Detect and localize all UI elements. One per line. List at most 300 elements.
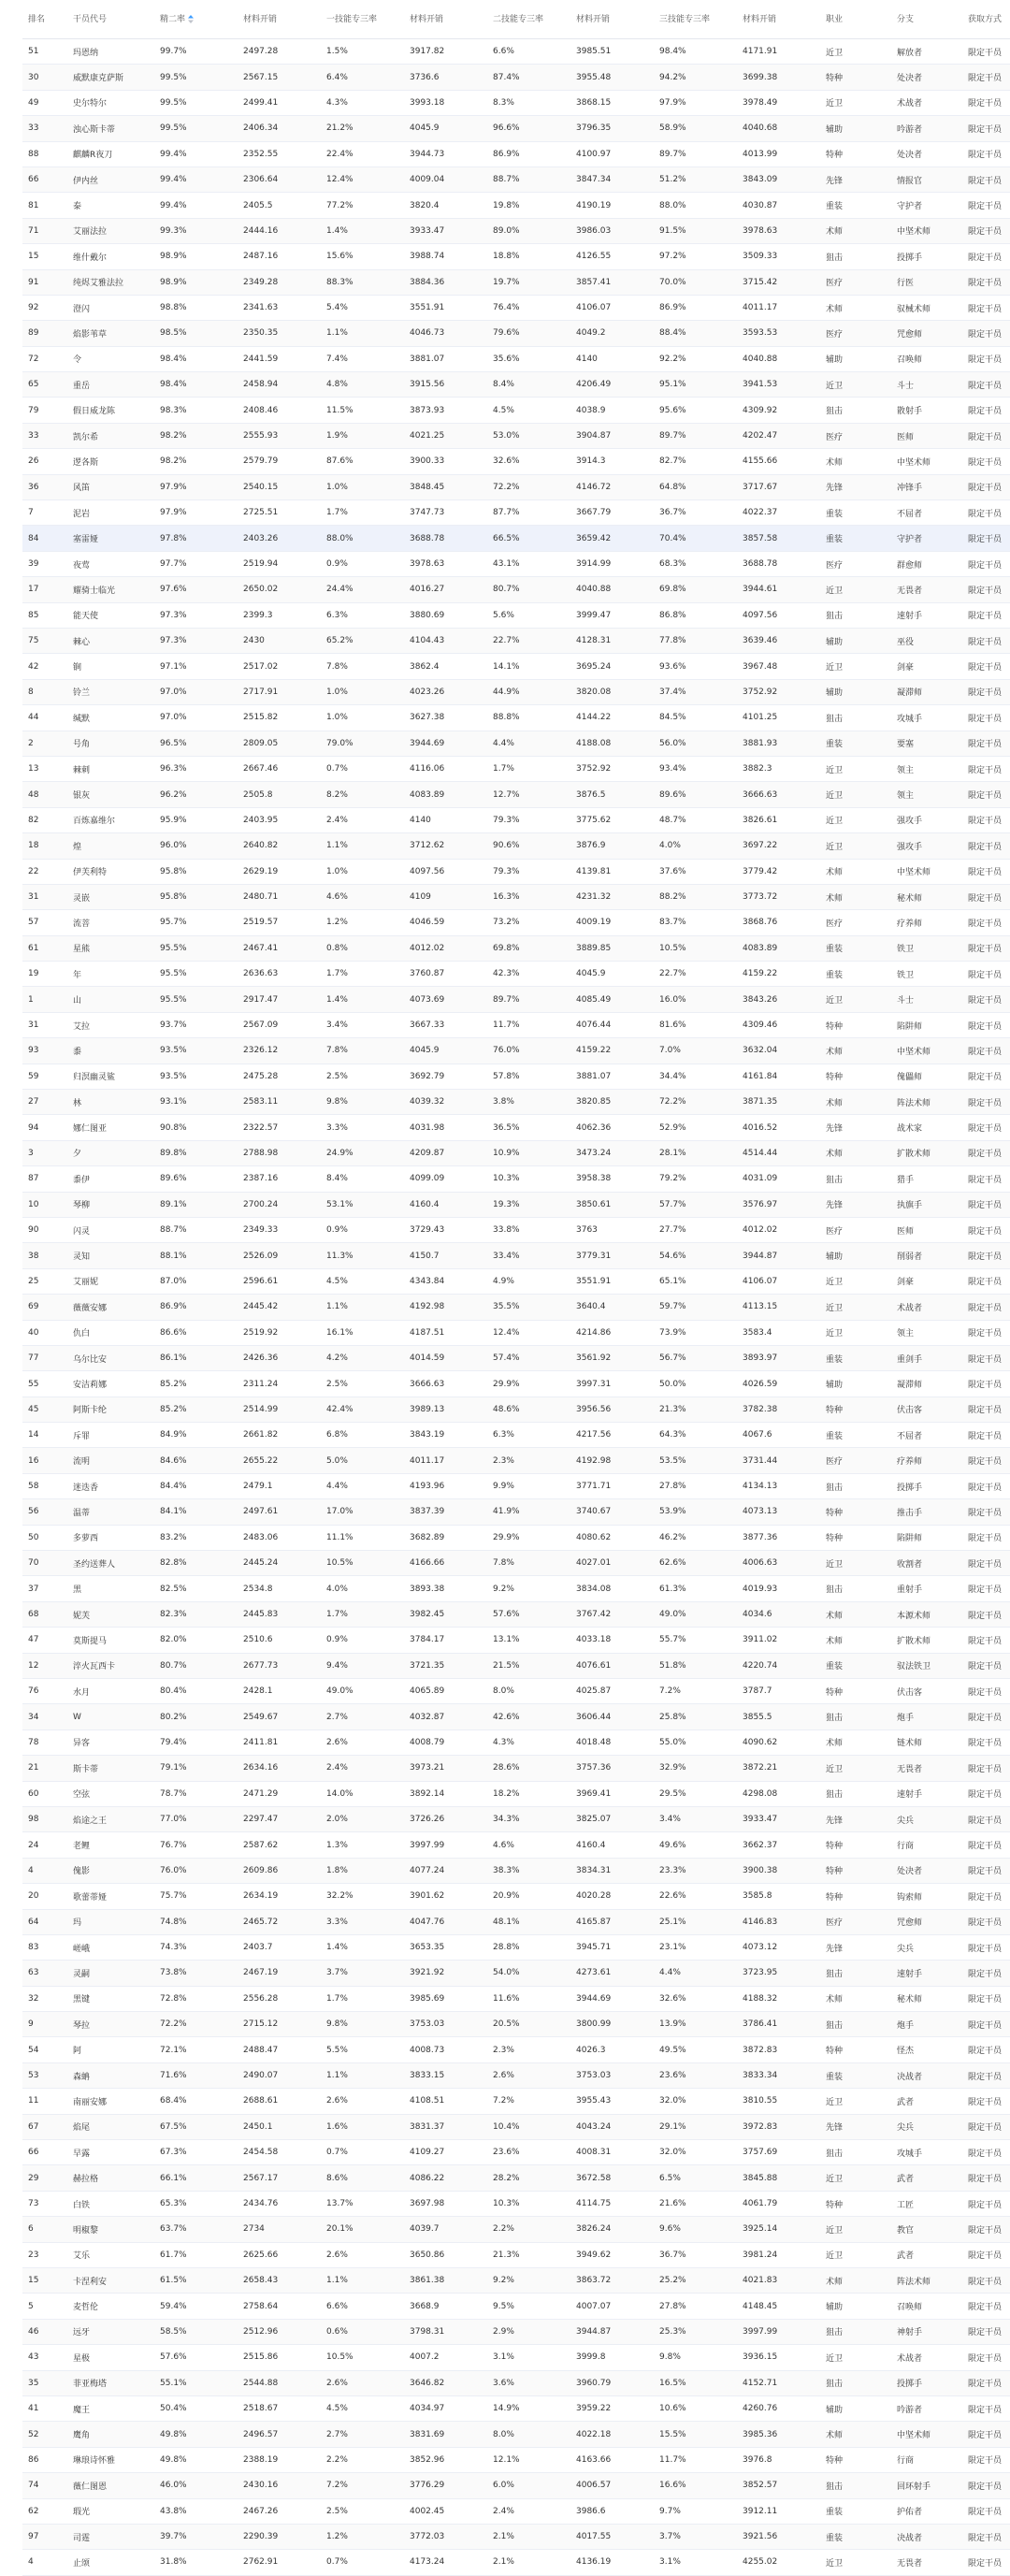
cell-code: 迷迭香 — [67, 1473, 154, 1498]
cell-s2-m3-rate: 14.1% — [487, 654, 570, 679]
cell-s2-m3-rate: 29.9% — [487, 1525, 570, 1550]
table-row[interactable] — [22, 1601, 1010, 1627]
table-row[interactable] — [22, 39, 1010, 65]
cell-e2-rate: 89.1% — [154, 1192, 238, 1217]
table-row[interactable] — [22, 1499, 1010, 1525]
table-row[interactable] — [22, 1961, 1010, 1986]
cell-branch: 尖兵 — [891, 1934, 962, 1960]
table-row[interactable] — [22, 1397, 1010, 1422]
cell-branch: 处决者 — [891, 1858, 962, 1883]
cell-code: 菲亚梅塔 — [67, 2370, 154, 2395]
cell-s2-cost: 3955.48 — [570, 65, 654, 90]
cell-obtain: 限定干员 — [962, 1140, 1010, 1165]
cell-s1-m3-rate: 0.9% — [321, 1628, 404, 1653]
cell-rank: 4 — [22, 1858, 67, 1883]
cell-profession: 术师 — [820, 1729, 891, 1755]
table-row[interactable] — [22, 1217, 1010, 1242]
table-row[interactable] — [22, 731, 1010, 756]
table-row[interactable] — [22, 1832, 1010, 1858]
cell-s1-cost: 4099.09 — [404, 1166, 487, 1192]
cell-s3-m3-rate: 23.6% — [654, 2062, 737, 2088]
cell-s3-m3-rate: 9.7% — [654, 2498, 737, 2524]
cell-branch: 巫役 — [891, 628, 962, 653]
cell-e2-cost: 2488.47 — [238, 2037, 321, 2062]
cell-s3-cost: 3583.4 — [737, 1320, 820, 1345]
cell-s1-m3-rate: 22.4% — [321, 141, 404, 166]
cell-rank: 34 — [22, 1704, 67, 1729]
cell-e2-rate: 72.8% — [154, 1986, 238, 2011]
cell-branch: 驭械术师 — [891, 295, 962, 320]
cell-code: 夕 — [67, 1140, 154, 1165]
header-s2-m3[interactable]: 二技能专三率 — [487, 0, 570, 39]
table-row[interactable] — [22, 2012, 1010, 2037]
cell-obtain: 限定干员 — [962, 1909, 1010, 1934]
table-row[interactable] — [22, 1115, 1010, 1140]
cell-s3-m3-rate: 55.7% — [654, 1628, 737, 1653]
table-row[interactable] — [22, 782, 1010, 807]
cell-s2-cost: 4062.36 — [570, 1115, 654, 1140]
table-row[interactable] — [22, 218, 1010, 243]
cell-rank: 57 — [22, 910, 67, 935]
cell-obtain: 限定干员 — [962, 1064, 1010, 1089]
cell-profession: 近卫 — [820, 1320, 891, 1345]
cell-branch: 处决者 — [891, 65, 962, 90]
cell-branch: 领主 — [891, 782, 962, 807]
table-row[interactable] — [22, 2319, 1010, 2344]
cell-s2-cost: 3672.58 — [570, 2165, 654, 2191]
table-row[interactable] — [22, 1064, 1010, 1089]
cell-e2-rate: 68.4% — [154, 2089, 238, 2114]
cell-e2-cost: 2388.19 — [238, 2447, 321, 2472]
cell-s2-cost: 3834.08 — [570, 1576, 654, 1601]
table-row[interactable] — [22, 807, 1010, 832]
table-row[interactable] — [22, 2294, 1010, 2319]
cell-s3-m3-rate: 16.6% — [654, 2473, 737, 2498]
cell-s3-cost: 3911.02 — [737, 1628, 820, 1653]
cell-code: 令 — [67, 346, 154, 371]
cell-e2-cost: 2430 — [238, 628, 321, 653]
cell-s1-m3-rate: 9.4% — [321, 1653, 404, 1678]
table-row[interactable] — [22, 90, 1010, 115]
table-row[interactable] — [22, 1140, 1010, 1165]
table-row[interactable] — [22, 2524, 1010, 2549]
cell-s1-m3-rate: 6.3% — [321, 602, 404, 628]
cell-profession: 重装 — [820, 526, 891, 551]
table-row[interactable] — [22, 987, 1010, 1012]
cell-s3-cost: 4188.32 — [737, 1986, 820, 2011]
cell-s3-cost: 3872.21 — [737, 1756, 820, 1781]
table-row[interactable] — [22, 2447, 1010, 2472]
table-row[interactable] — [22, 423, 1010, 448]
cell-e2-cost: 2526.09 — [238, 1243, 321, 1268]
cell-s1-cost: 3666.63 — [404, 1371, 487, 1397]
cell-s3-m3-rate: 48.7% — [654, 807, 737, 832]
cell-s2-m3-rate: 43.1% — [487, 551, 570, 576]
cell-rank: 76 — [22, 1679, 67, 1704]
table-row[interactable] — [22, 193, 1010, 218]
table-row[interactable] — [22, 884, 1010, 909]
cell-e2-rate: 95.7% — [154, 910, 238, 935]
table-row[interactable] — [22, 705, 1010, 731]
table-row[interactable] — [22, 679, 1010, 704]
table-row[interactable] — [22, 474, 1010, 499]
table-row[interactable] — [22, 1192, 1010, 1217]
table-row[interactable] — [22, 2267, 1010, 2293]
cell-s1-m3-rate: 2.6% — [321, 2242, 404, 2267]
cell-obtain: 限定干员 — [962, 449, 1010, 474]
cell-e2-rate: 93.7% — [154, 1012, 238, 1037]
table-row[interactable] — [22, 1756, 1010, 1781]
cell-branch: 怪杰 — [891, 2037, 962, 2062]
cell-obtain: 限定干员 — [962, 1268, 1010, 1294]
table-row[interactable] — [22, 962, 1010, 987]
table-row[interactable] — [22, 1858, 1010, 1883]
header-cost-e2[interactable]: 材料开销 — [238, 0, 321, 39]
header-code[interactable]: 干员代号 — [67, 0, 154, 39]
cell-s3-m3-rate: 25.1% — [654, 1909, 737, 1934]
table-row[interactable] — [22, 1806, 1010, 1831]
table-row[interactable] — [22, 551, 1010, 576]
cell-obtain: 限定干员 — [962, 987, 1010, 1012]
cell-e2-cost: 2487.16 — [238, 244, 321, 269]
cell-code: 逻各斯 — [67, 449, 154, 474]
cell-rank: 67 — [22, 2114, 67, 2139]
table-row[interactable] — [22, 65, 1010, 90]
cell-s2-cost: 3949.62 — [570, 2242, 654, 2267]
cell-obtain: 限定干员 — [962, 1525, 1010, 1550]
cell-profession: 术师 — [820, 1628, 891, 1653]
table-row[interactable] — [22, 2089, 1010, 2114]
table-row[interactable] — [22, 2114, 1010, 2139]
cell-e2-rate: 99.4% — [154, 166, 238, 192]
cell-s3-cost: 4016.52 — [737, 1115, 820, 1140]
cell-s1-m3-rate: 53.1% — [321, 1192, 404, 1217]
table-row[interactable] — [22, 602, 1010, 628]
cell-rank: 5 — [22, 2294, 67, 2319]
table-row[interactable] — [22, 1345, 1010, 1370]
cell-s2-cost: 4007.07 — [570, 2294, 654, 2319]
cell-profession: 狙击 — [820, 1781, 891, 1806]
cell-profession: 术师 — [820, 2267, 891, 2293]
header-cost-s2[interactable]: 材料开销 — [570, 0, 654, 39]
cell-s2-m3-rate: 79.3% — [487, 859, 570, 884]
cell-obtain: 限定干员 — [962, 2498, 1010, 2524]
cell-s1-cost: 4046.59 — [404, 910, 487, 935]
cell-profession: 特种 — [820, 1679, 891, 1704]
cell-s2-cost: 4076.61 — [570, 1653, 654, 1678]
cell-profession: 近卫 — [820, 987, 891, 1012]
cell-s3-m3-rate: 32.0% — [654, 2140, 737, 2165]
cell-s3-cost: 4155.66 — [737, 449, 820, 474]
cell-rank: 83 — [22, 1934, 67, 1960]
cell-s1-m3-rate: 42.4% — [321, 1397, 404, 1422]
table-row[interactable] — [22, 2140, 1010, 2165]
cell-s2-m3-rate: 35.5% — [487, 1295, 570, 1320]
table-row[interactable] — [22, 2395, 1010, 2421]
table-row[interactable] — [22, 1038, 1010, 1064]
table-row[interactable] — [22, 295, 1010, 320]
table-row[interactable] — [22, 2191, 1010, 2216]
table-row[interactable] — [22, 526, 1010, 551]
cell-obtain: 限定干员 — [962, 218, 1010, 243]
table-row[interactable] — [22, 1012, 1010, 1037]
table-row[interactable] — [22, 1166, 1010, 1192]
header-rank[interactable]: 排名 — [22, 0, 67, 39]
cell-s3-cost: 3893.97 — [737, 1345, 820, 1370]
cell-e2-cost: 2403.95 — [238, 807, 321, 832]
header-rate[interactable] — [154, 0, 238, 39]
cell-s1-m3-rate: 1.0% — [321, 474, 404, 499]
table-row[interactable] — [22, 398, 1010, 423]
header-s3-m3[interactable]: 三技能专三率 — [654, 0, 737, 39]
cell-branch: 斗士 — [891, 372, 962, 398]
table-row[interactable] — [22, 1576, 1010, 1601]
table-row[interactable] — [22, 244, 1010, 269]
cell-s3-cost: 3978.63 — [737, 218, 820, 243]
table-row[interactable] — [22, 1268, 1010, 1294]
cell-s1-m3-rate: 20.1% — [321, 2217, 404, 2242]
cell-code: 能天使 — [67, 602, 154, 628]
table-row[interactable] — [22, 2550, 1010, 2575]
sort-caret-icon[interactable] — [188, 15, 194, 23]
cell-e2-rate: 86.9% — [154, 1295, 238, 1320]
cell-e2-cost: 2403.7 — [238, 1934, 321, 1960]
cell-s3-cost: 3843.26 — [737, 987, 820, 1012]
table-row[interactable] — [22, 1729, 1010, 1755]
cell-s1-m3-rate: 5.5% — [321, 2037, 404, 2062]
table-row[interactable] — [22, 1525, 1010, 1550]
cell-s2-cost: 3763 — [570, 1217, 654, 1242]
cell-s1-cost: 3627.38 — [404, 705, 487, 731]
cell-s3-m3-rate: 59.7% — [654, 1295, 737, 1320]
cell-branch: 群愈师 — [891, 551, 962, 576]
table-row[interactable] — [22, 2422, 1010, 2447]
cell-e2-cost: 2510.6 — [238, 1628, 321, 1653]
cell-code: 明椒黎 — [67, 2217, 154, 2242]
cell-s1-cost: 3988.74 — [404, 244, 487, 269]
cell-branch: 守护者 — [891, 193, 962, 218]
cell-s2-cost: 3752.92 — [570, 756, 654, 781]
cell-s3-cost: 3787.7 — [737, 1679, 820, 1704]
cell-e2-rate: 95.8% — [154, 859, 238, 884]
table-row[interactable] — [22, 1551, 1010, 1576]
cell-branch: 武者 — [891, 2242, 962, 2267]
cell-e2-rate: 95.5% — [154, 935, 238, 961]
cell-e2-cost: 2465.72 — [238, 1909, 321, 1934]
cell-profession: 狙击 — [820, 1704, 891, 1729]
cell-s2-m3-rate: 2.1% — [487, 2550, 570, 2575]
table-row[interactable] — [22, 628, 1010, 653]
cell-s1-m3-rate: 6.6% — [321, 2294, 404, 2319]
table-row[interactable] — [22, 2165, 1010, 2191]
cell-e2-rate: 85.2% — [154, 1397, 238, 1422]
cell-s2-m3-rate: 18.2% — [487, 1781, 570, 1806]
table-row[interactable] — [22, 1986, 1010, 2011]
cell-code: 琴柳 — [67, 1192, 154, 1217]
cell-s2-cost: 4160.4 — [570, 1832, 654, 1858]
cell-s2-m3-rate: 4.5% — [487, 398, 570, 423]
cell-e2-cost: 2426.36 — [238, 1345, 321, 1370]
cell-code: 假日威龙陈 — [67, 398, 154, 423]
cell-code: 薇薇安娜 — [67, 1295, 154, 1320]
cell-code: 水月 — [67, 1679, 154, 1704]
cell-s2-cost: 4038.9 — [570, 398, 654, 423]
table-row[interactable] — [22, 1909, 1010, 1934]
cell-obtain: 限定干员 — [962, 1986, 1010, 2011]
table-row[interactable] — [22, 1320, 1010, 1345]
table-row[interactable] — [22, 2062, 1010, 2088]
cell-obtain: 限定干员 — [962, 141, 1010, 166]
cell-s1-cost: 4008.79 — [404, 1729, 487, 1755]
cell-s3-cost: 3752.92 — [737, 679, 820, 704]
cell-rank: 23 — [22, 2242, 67, 2267]
cell-code: 维什戴尔 — [67, 244, 154, 269]
table-row[interactable] — [22, 935, 1010, 961]
cell-obtain: 限定干员 — [962, 2089, 1010, 2114]
table-row[interactable] — [22, 2498, 1010, 2524]
cell-profession: 特种 — [820, 1397, 891, 1422]
cell-s3-cost: 4030.87 — [737, 193, 820, 218]
table-row[interactable] — [22, 500, 1010, 526]
table-row[interactable] — [22, 449, 1010, 474]
table-row[interactable] — [22, 654, 1010, 679]
table-row[interactable] — [22, 1653, 1010, 1678]
table-row[interactable] — [22, 1243, 1010, 1268]
cell-profession: 特种 — [820, 1858, 891, 1883]
cell-s1-m3-rate: 13.7% — [321, 2191, 404, 2216]
cell-e2-cost: 2467.19 — [238, 1961, 321, 1986]
cell-obtain: 限定干员 — [962, 1166, 1010, 1192]
table-row[interactable] — [22, 859, 1010, 884]
header-branch[interactable]: 分支 — [891, 0, 962, 39]
table-row[interactable] — [22, 166, 1010, 192]
table-row[interactable] — [22, 372, 1010, 398]
cell-s2-cost: 4049.2 — [570, 321, 654, 346]
cell-s1-m3-rate: 24.9% — [321, 1140, 404, 1165]
table-row[interactable] — [22, 269, 1010, 295]
cell-s3-m3-rate: 82.7% — [654, 449, 737, 474]
cell-e2-rate: 72.2% — [154, 2012, 238, 2037]
cell-s1-cost: 3697.98 — [404, 2191, 487, 2216]
cell-s3-cost: 3757.69 — [737, 2140, 820, 2165]
cell-s1-cost: 3873.93 — [404, 398, 487, 423]
table-row[interactable] — [22, 1295, 1010, 1320]
cell-s3-m3-rate: 16.5% — [654, 2370, 737, 2395]
table-row[interactable] — [22, 141, 1010, 166]
table-row[interactable] — [22, 2037, 1010, 2062]
table-row[interactable] — [22, 1934, 1010, 1960]
table-row[interactable] — [22, 833, 1010, 859]
cell-branch: 速射手 — [891, 1961, 962, 1986]
table-row[interactable] — [22, 1679, 1010, 1704]
cell-rank: 50 — [22, 1525, 67, 1550]
table-row[interactable] — [22, 1423, 1010, 1448]
table-row[interactable] — [22, 756, 1010, 781]
cell-s3-m3-rate: 4.4% — [654, 1961, 737, 1986]
cell-code: 锏 — [67, 654, 154, 679]
cell-s1-m3-rate: 24.4% — [321, 577, 404, 602]
header-profession[interactable]: 职业 — [820, 0, 891, 39]
cell-branch: 阵法术师 — [891, 2267, 962, 2293]
cell-e2-rate: 49.8% — [154, 2447, 238, 2472]
cell-s1-m3-rate: 1.3% — [321, 1832, 404, 1858]
table-row[interactable] — [22, 1628, 1010, 1653]
table-row[interactable] — [22, 1781, 1010, 1806]
cell-profession: 近卫 — [820, 2345, 891, 2370]
cell-obtain: 限定干员 — [962, 2294, 1010, 2319]
cell-e2-rate: 97.9% — [154, 500, 238, 526]
cell-s2-m3-rate: 10.4% — [487, 2114, 570, 2139]
table-row[interactable] — [22, 577, 1010, 602]
cell-s2-cost: 3775.62 — [570, 807, 654, 832]
table-row[interactable] — [22, 1884, 1010, 1909]
cell-s1-cost: 4045.9 — [404, 1038, 487, 1064]
cell-code: 瑕光 — [67, 2498, 154, 2524]
cell-obtain: 限定干员 — [962, 116, 1010, 141]
cell-branch: 行商 — [891, 2447, 962, 2472]
cell-obtain: 限定干员 — [962, 1756, 1010, 1781]
cell-profession: 近卫 — [820, 90, 891, 115]
cell-s1-m3-rate: 2.5% — [321, 1371, 404, 1397]
cell-branch: 处决者 — [891, 141, 962, 166]
cell-s1-cost: 3978.63 — [404, 551, 487, 576]
header-cost-s3[interactable]: 材料开销 — [737, 0, 820, 39]
cell-s3-cost: 3972.83 — [737, 2114, 820, 2139]
table-row[interactable] — [22, 1371, 1010, 1397]
cell-s1-cost: 4032.87 — [404, 1704, 487, 1729]
table-row[interactable] — [22, 346, 1010, 371]
cell-branch: 斗士 — [891, 987, 962, 1012]
cell-code: 闪灵 — [67, 1217, 154, 1242]
cell-branch: 中坚术师 — [891, 218, 962, 243]
table-row[interactable] — [22, 2370, 1010, 2395]
cell-rank: 92 — [22, 295, 67, 320]
cell-branch: 领主 — [891, 756, 962, 781]
table-row[interactable] — [22, 1448, 1010, 1473]
cell-s3-m3-rate: 29.5% — [654, 1781, 737, 1806]
table-row[interactable] — [22, 2345, 1010, 2370]
table-row[interactable] — [22, 321, 1010, 346]
table-row[interactable] — [22, 2242, 1010, 2267]
table-row[interactable] — [22, 2473, 1010, 2498]
cell-e2-cost: 2445.24 — [238, 1551, 321, 1576]
table-row[interactable] — [22, 2217, 1010, 2242]
table-row[interactable] — [22, 910, 1010, 935]
cell-s1-m3-rate: 4.6% — [321, 884, 404, 909]
header-s1-m3[interactable]: 一技能专三率 — [321, 0, 404, 39]
table-row[interactable] — [22, 1473, 1010, 1498]
cell-s1-m3-rate: 2.5% — [321, 1064, 404, 1089]
table-row[interactable] — [22, 1090, 1010, 1115]
cell-e2-cost: 2650.02 — [238, 577, 321, 602]
header-cost-s1[interactable]: 材料开销 — [404, 0, 487, 39]
cell-branch: 术战者 — [891, 2345, 962, 2370]
table-row[interactable] — [22, 1704, 1010, 1729]
cell-obtain: 限定干员 — [962, 244, 1010, 269]
cell-e2-cost: 2788.98 — [238, 1140, 321, 1165]
cell-e2-cost: 2917.47 — [238, 987, 321, 1012]
cell-s3-cost: 3855.5 — [737, 1704, 820, 1729]
cell-s1-cost: 4045.9 — [404, 116, 487, 141]
cell-e2-cost: 2567.09 — [238, 1012, 321, 1037]
cell-obtain: 限定干员 — [962, 1806, 1010, 1831]
cell-s3-m3-rate: 64.3% — [654, 1423, 737, 1448]
header-obtain[interactable]: 获取方式 — [962, 0, 1010, 39]
table-row[interactable] — [22, 116, 1010, 141]
cell-s3-m3-rate: 49.6% — [654, 1832, 737, 1858]
cell-s3-m3-rate: 10.5% — [654, 935, 737, 961]
cell-s2-m3-rate: 3.1% — [487, 2345, 570, 2370]
